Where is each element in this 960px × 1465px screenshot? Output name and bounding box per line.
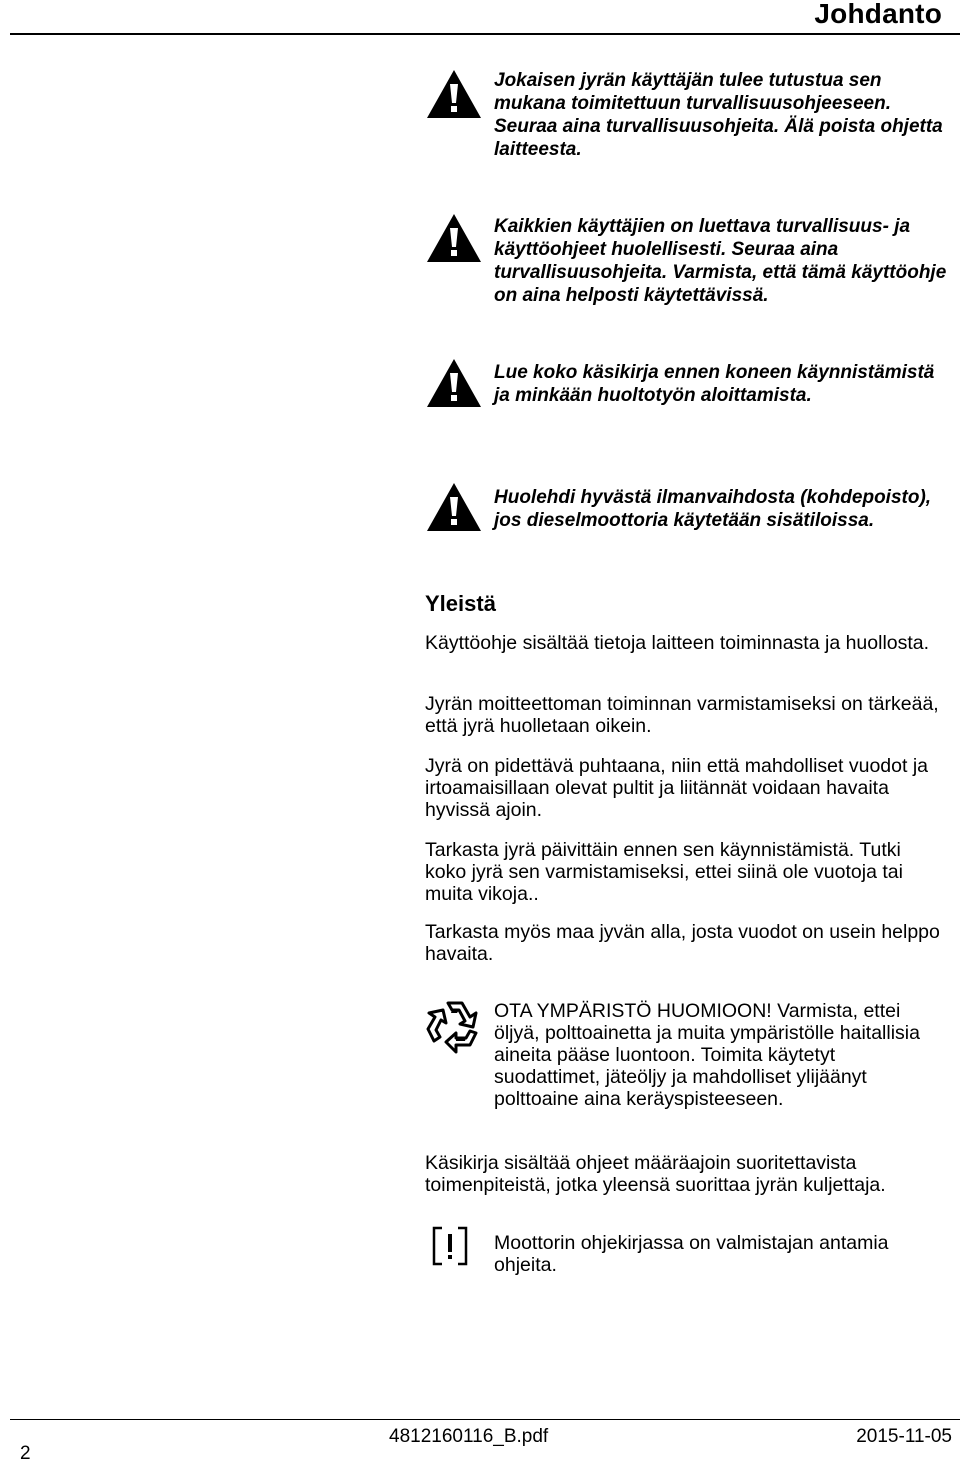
warning-text: Huolehdi hyvästä ilmanvaihdosta (kohdepoisto), jos dieselmoottoria käytetään sisätiloissa. — [494, 487, 932, 531]
warning-triangle-icon — [426, 358, 482, 408]
header-title: Johdanto — [814, 0, 942, 29]
document-filename: 4812160116_B.pdf — [389, 1426, 549, 1447]
section-title: Yleistä — [425, 591, 496, 616]
warning-text: Lue koko käsikirja ennen koneen käynnistämistä ja minkään huoltotyön aloittamista. — [494, 362, 935, 406]
header-rule — [10, 33, 960, 35]
recycle-icon — [426, 997, 484, 1055]
environment-note: OTA YMPÄRISTÖ HUOMIOON! Varmista, ettei öljyä, polttoainetta ja muita ympäristölle haitallisia aineita pääse luontoon. Toimita käytetyt suodattimet, jäteöljy ja mahdolliset ylijäänyt polttoaine aina keräyspisteeseen. — [494, 1000, 920, 1110]
paragraph: Jyrä on pidettävä puhtaana, niin että mahdolliset vuodot ja irtoamaisillaan olevat pultit ja liitännät voidaan havaita hyvissä ajoin. — [425, 755, 929, 821]
paragraph: Käyttöohje sisältää tietoja laitteen toiminnasta ja huollosta. — [425, 632, 930, 654]
paragraph: Jyrän moitteettoman toiminnan varmistamiseksi on tärkeää, että jyrä huolletaan oikein. — [425, 693, 939, 737]
page-number: 2 — [20, 1443, 31, 1464]
paragraph: Tarkasta jyrä päivittäin ennen sen käynnistämistä. Tutki koko jyrä sen varmistamiseksi, ettei siinä ole vuotoja tai muita vikoja.. — [425, 839, 903, 905]
warning-triangle-icon — [426, 482, 482, 532]
footer-rule — [10, 1419, 960, 1420]
warning-triangle-icon — [426, 69, 482, 119]
paragraph: Tarkasta myös maa jyvän alla, josta vuodot on usein helppo havaita. — [425, 921, 940, 965]
warning-text: Jokaisen jyrän käyttäjän tulee tutustua sen mukana toimitettuun turvallisuusohjeeseen. Seuraa aina turvallisuusohjeita. Älä poista ohjetta laitteesta. — [494, 70, 943, 160]
document-date: 2015-11-05 — [856, 1426, 952, 1447]
paragraph: Käsikirja sisältää ohjeet määräajoin suoritettavista toimenpiteistä, jotka yleensä suorittaa jyrän kuljettaja. — [425, 1152, 886, 1196]
warning-text: Kaikkien käyttäjien on luettava turvallisuus- ja käyttöohjeet huolellisesti. Seuraa aina turvallisuusohjeita. Varmista, että tämä käyttöohje on aina helposti käytettävissä. — [494, 216, 947, 306]
engine-note: Moottorin ohjekirjassa on valmistajan antamia ohjeita. — [494, 1232, 889, 1276]
warning-triangle-icon — [426, 213, 482, 263]
exclamation-box-icon — [432, 1226, 468, 1266]
